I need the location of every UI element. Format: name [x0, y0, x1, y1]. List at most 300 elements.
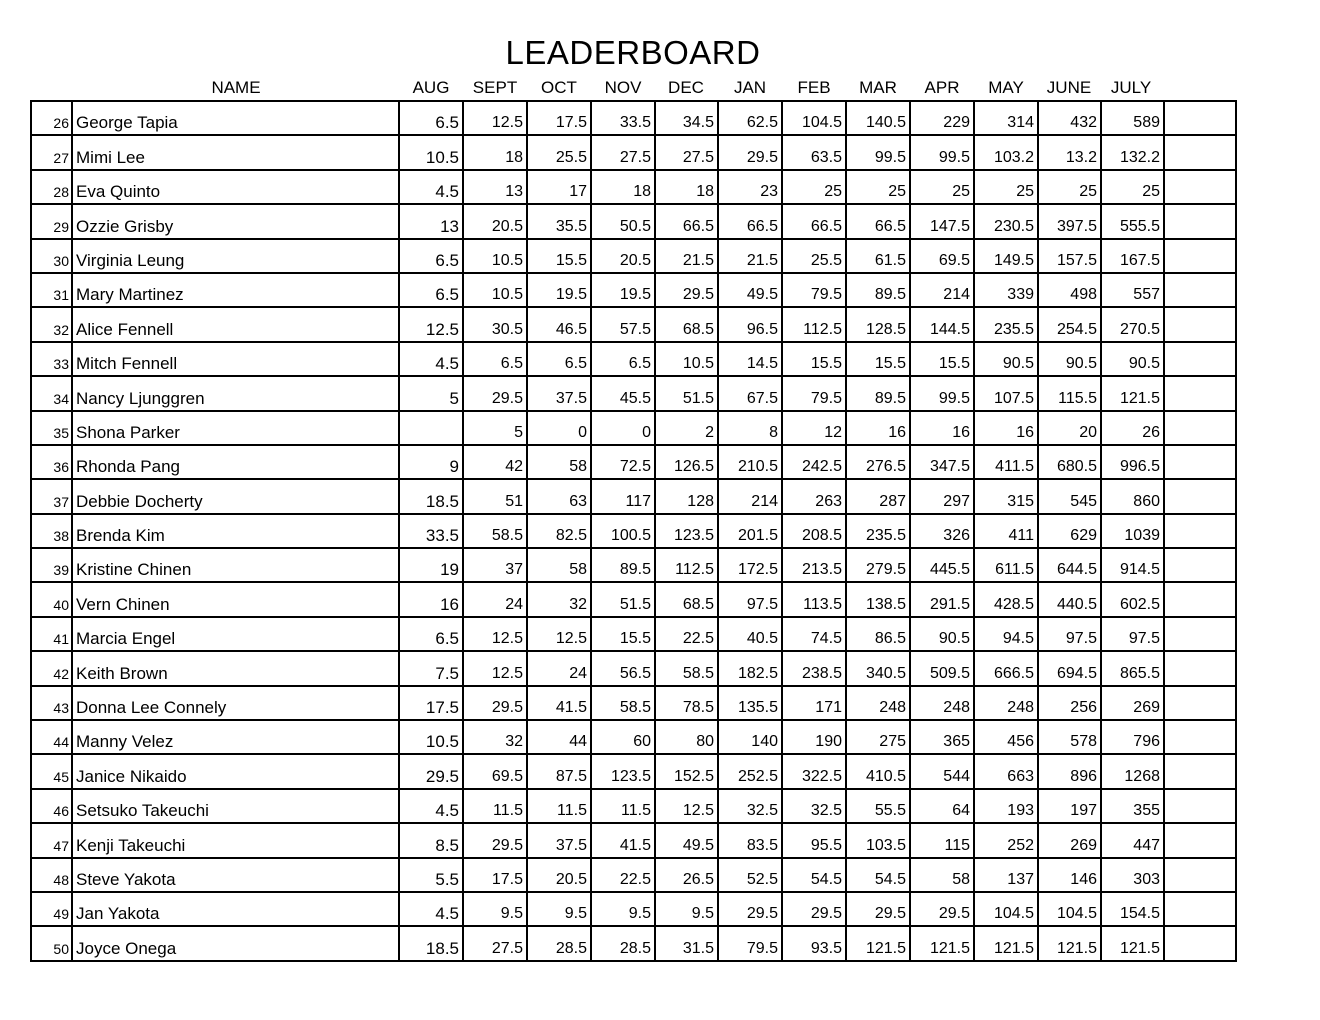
- player-name: Donna Lee Connely: [72, 686, 399, 720]
- score-mar: 86.5: [846, 617, 910, 651]
- score-mar: 29.5: [846, 892, 910, 926]
- score-sept: 6.5: [463, 342, 527, 376]
- score-oct: 58: [527, 548, 591, 582]
- score-jan: 23: [718, 170, 782, 204]
- score-may: 339: [974, 273, 1038, 307]
- score-sept: 13: [463, 170, 527, 204]
- score-dec: 9.5: [655, 892, 718, 926]
- column-header-nov: NOV: [604, 78, 642, 97]
- score-nov: 89.5: [591, 548, 655, 582]
- empty-cell: [1164, 892, 1236, 926]
- score-dec: 21.5: [655, 239, 718, 273]
- row-number: 45: [31, 754, 72, 788]
- column-header-july: JULY: [1110, 78, 1152, 97]
- score-mar: 99.5: [846, 135, 910, 169]
- score-nov: 0: [591, 411, 655, 445]
- score-may: 103.2: [974, 135, 1038, 169]
- score-aug: 17.5: [399, 686, 463, 720]
- column-header-apr: APR: [924, 78, 960, 97]
- score-may: 611.5: [974, 548, 1038, 582]
- empty-cell: [1164, 720, 1236, 754]
- score-jan: 67.5: [718, 376, 782, 410]
- score-july: 154.5: [1101, 892, 1164, 926]
- table-row: [31, 411, 1236, 445]
- table-row: [31, 720, 1236, 754]
- player-name: Joyce Onega: [72, 926, 399, 960]
- score-may: 456: [974, 720, 1038, 754]
- score-oct: 20.5: [527, 858, 591, 892]
- player-name: Jan Yakota: [72, 892, 399, 926]
- score-jan: 96.5: [718, 307, 782, 341]
- score-sept: 29.5: [463, 823, 527, 857]
- row-number: 39: [31, 548, 72, 582]
- score-apr: 15.5: [910, 342, 974, 376]
- row-number: 48: [31, 858, 72, 892]
- score-aug: 4.5: [399, 789, 463, 823]
- score-mar: 89.5: [846, 273, 910, 307]
- score-nov: 56.5: [591, 651, 655, 685]
- row-number: 42: [31, 651, 72, 685]
- score-june: 680.5: [1038, 445, 1101, 479]
- empty-cell: [1164, 617, 1236, 651]
- score-may: 666.5: [974, 651, 1038, 685]
- empty-cell: [1164, 823, 1236, 857]
- score-dec: 58.5: [655, 651, 718, 685]
- score-aug: 6.5: [399, 617, 463, 651]
- score-oct: 37.5: [527, 823, 591, 857]
- score-mar: 275: [846, 720, 910, 754]
- score-feb: 95.5: [782, 823, 846, 857]
- player-name: Brenda Kim: [72, 514, 399, 548]
- score-jan: 210.5: [718, 445, 782, 479]
- score-dec: 26.5: [655, 858, 718, 892]
- score-dec: 68.5: [655, 582, 718, 616]
- score-dec: 27.5: [655, 135, 718, 169]
- score-jan: 21.5: [718, 239, 782, 273]
- empty-cell: [1164, 858, 1236, 892]
- column-header-aug: AUG: [412, 78, 450, 97]
- score-may: 663: [974, 754, 1038, 788]
- score-aug: 8.5: [399, 823, 463, 857]
- score-feb: 63.5: [782, 135, 846, 169]
- score-july: 26: [1101, 411, 1164, 445]
- score-july: 860: [1101, 479, 1164, 513]
- score-jan: 8: [718, 411, 782, 445]
- score-oct: 37.5: [527, 376, 591, 410]
- score-nov: 6.5: [591, 342, 655, 376]
- score-jan: 97.5: [718, 582, 782, 616]
- score-feb: 104.5: [782, 101, 846, 135]
- empty-cell: [1164, 789, 1236, 823]
- score-july: 865.5: [1101, 651, 1164, 685]
- score-oct: 12.5: [527, 617, 591, 651]
- table-row: [31, 204, 1236, 238]
- column-header-oct: OCT: [541, 78, 577, 97]
- score-sept: 9.5: [463, 892, 527, 926]
- score-dec: 51.5: [655, 376, 718, 410]
- score-july: 269: [1101, 686, 1164, 720]
- score-mar: 15.5: [846, 342, 910, 376]
- player-name: Janice Nikaido: [72, 754, 399, 788]
- row-number: 27: [31, 135, 72, 169]
- score-sept: 29.5: [463, 376, 527, 410]
- score-aug: 6.5: [399, 101, 463, 135]
- score-apr: 214: [910, 273, 974, 307]
- score-june: 578: [1038, 720, 1101, 754]
- score-nov: 60: [591, 720, 655, 754]
- score-apr: 291.5: [910, 582, 974, 616]
- score-oct: 28.5: [527, 926, 591, 960]
- table-row: [31, 101, 1236, 135]
- score-july: 996.5: [1101, 445, 1164, 479]
- score-oct: 11.5: [527, 789, 591, 823]
- score-dec: 31.5: [655, 926, 718, 960]
- score-june: 269: [1038, 823, 1101, 857]
- score-may: 230.5: [974, 204, 1038, 238]
- score-apr: 115: [910, 823, 974, 857]
- score-jan: 14.5: [718, 342, 782, 376]
- score-mar: 140.5: [846, 101, 910, 135]
- score-aug: 33.5: [399, 514, 463, 548]
- score-nov: 100.5: [591, 514, 655, 548]
- score-july: 90.5: [1101, 342, 1164, 376]
- table-row: [31, 135, 1236, 169]
- score-feb: 25.5: [782, 239, 846, 273]
- score-aug: 6.5: [399, 273, 463, 307]
- score-aug: 4.5: [399, 342, 463, 376]
- table-row: [31, 273, 1236, 307]
- row-number: 32: [31, 307, 72, 341]
- row-number: 44: [31, 720, 72, 754]
- score-june: 397.5: [1038, 204, 1101, 238]
- score-jan: 40.5: [718, 617, 782, 651]
- row-number: 49: [31, 892, 72, 926]
- score-feb: 15.5: [782, 342, 846, 376]
- score-july: 557: [1101, 273, 1164, 307]
- score-oct: 24: [527, 651, 591, 685]
- score-dec: 128: [655, 479, 718, 513]
- score-may: 90.5: [974, 342, 1038, 376]
- score-may: 149.5: [974, 239, 1038, 273]
- score-mar: 25: [846, 170, 910, 204]
- score-aug: 5: [399, 376, 463, 410]
- score-apr: 121.5: [910, 926, 974, 960]
- score-nov: 28.5: [591, 926, 655, 960]
- row-number: 38: [31, 514, 72, 548]
- score-oct: 35.5: [527, 204, 591, 238]
- score-apr: 64: [910, 789, 974, 823]
- score-nov: 22.5: [591, 858, 655, 892]
- score-nov: 45.5: [591, 376, 655, 410]
- empty-cell: [1164, 514, 1236, 548]
- score-nov: 72.5: [591, 445, 655, 479]
- score-may: 94.5: [974, 617, 1038, 651]
- score-sept: 51: [463, 479, 527, 513]
- score-aug: 13: [399, 204, 463, 238]
- player-name: Alice Fennell: [72, 307, 399, 341]
- score-feb: 190: [782, 720, 846, 754]
- row-number: 43: [31, 686, 72, 720]
- row-number: 47: [31, 823, 72, 857]
- column-header-feb: FEB: [797, 78, 831, 97]
- score-aug: 18.5: [399, 479, 463, 513]
- score-apr: 326: [910, 514, 974, 548]
- score-july: 132.2: [1101, 135, 1164, 169]
- score-dec: 22.5: [655, 617, 718, 651]
- score-apr: 29.5: [910, 892, 974, 926]
- player-name: Nancy Ljunggren: [72, 376, 399, 410]
- score-dec: 68.5: [655, 307, 718, 341]
- score-nov: 11.5: [591, 789, 655, 823]
- score-sept: 12.5: [463, 617, 527, 651]
- score-mar: 16: [846, 411, 910, 445]
- score-oct: 32: [527, 582, 591, 616]
- table-row: [31, 514, 1236, 548]
- score-july: 303: [1101, 858, 1164, 892]
- score-nov: 123.5: [591, 754, 655, 788]
- score-july: 914.5: [1101, 548, 1164, 582]
- table-row: [31, 754, 1236, 788]
- score-aug: 16: [399, 582, 463, 616]
- table-row: [31, 548, 1236, 582]
- row-number: 34: [31, 376, 72, 410]
- score-july: 796: [1101, 720, 1164, 754]
- row-number: 31: [31, 273, 72, 307]
- column-header-dec: DEC: [668, 78, 704, 97]
- score-may: 314: [974, 101, 1038, 135]
- row-number: 46: [31, 789, 72, 823]
- score-may: 235.5: [974, 307, 1038, 341]
- score-aug: 10.5: [399, 135, 463, 169]
- score-aug: 5.5: [399, 858, 463, 892]
- score-june: 498: [1038, 273, 1101, 307]
- table-row: [31, 926, 1236, 960]
- score-july: 97.5: [1101, 617, 1164, 651]
- player-name: Debbie Docherty: [72, 479, 399, 513]
- score-apr: 297: [910, 479, 974, 513]
- table-row: [31, 307, 1236, 341]
- score-oct: 46.5: [527, 307, 591, 341]
- score-june: 146: [1038, 858, 1101, 892]
- score-nov: 20.5: [591, 239, 655, 273]
- score-feb: 238.5: [782, 651, 846, 685]
- score-aug: 19: [399, 548, 463, 582]
- score-nov: 15.5: [591, 617, 655, 651]
- score-mar: 54.5: [846, 858, 910, 892]
- score-feb: 113.5: [782, 582, 846, 616]
- score-mar: 248: [846, 686, 910, 720]
- score-feb: 79.5: [782, 376, 846, 410]
- player-name: George Tapia: [72, 101, 399, 135]
- empty-cell: [1164, 170, 1236, 204]
- score-feb: 54.5: [782, 858, 846, 892]
- table-row: [31, 445, 1236, 479]
- score-sept: 12.5: [463, 651, 527, 685]
- score-sept: 11.5: [463, 789, 527, 823]
- score-mar: 121.5: [846, 926, 910, 960]
- score-aug: 10.5: [399, 720, 463, 754]
- score-sept: 5: [463, 411, 527, 445]
- score-oct: 15.5: [527, 239, 591, 273]
- score-feb: 74.5: [782, 617, 846, 651]
- score-mar: 89.5: [846, 376, 910, 410]
- score-aug: 12.5: [399, 307, 463, 341]
- score-mar: 55.5: [846, 789, 910, 823]
- score-dec: 18: [655, 170, 718, 204]
- score-nov: 9.5: [591, 892, 655, 926]
- score-july: 121.5: [1101, 926, 1164, 960]
- score-july: 602.5: [1101, 582, 1164, 616]
- score-may: 104.5: [974, 892, 1038, 926]
- score-may: 25: [974, 170, 1038, 204]
- score-july: 1268: [1101, 754, 1164, 788]
- table-row: [31, 651, 1236, 685]
- score-sept: 69.5: [463, 754, 527, 788]
- table-row: [31, 376, 1236, 410]
- score-jan: 66.5: [718, 204, 782, 238]
- score-june: 104.5: [1038, 892, 1101, 926]
- score-mar: 235.5: [846, 514, 910, 548]
- score-oct: 25.5: [527, 135, 591, 169]
- score-oct: 17.5: [527, 101, 591, 135]
- score-mar: 276.5: [846, 445, 910, 479]
- empty-cell: [1164, 342, 1236, 376]
- score-dec: 2: [655, 411, 718, 445]
- score-dec: 34.5: [655, 101, 718, 135]
- table-row: [31, 789, 1236, 823]
- player-name: Mitch Fennell: [72, 342, 399, 376]
- score-sept: 29.5: [463, 686, 527, 720]
- score-jan: 29.5: [718, 892, 782, 926]
- score-jan: 214: [718, 479, 782, 513]
- player-name: Keith Brown: [72, 651, 399, 685]
- score-june: 629: [1038, 514, 1101, 548]
- score-feb: 29.5: [782, 892, 846, 926]
- score-june: 694.5: [1038, 651, 1101, 685]
- empty-cell: [1164, 411, 1236, 445]
- score-nov: 19.5: [591, 273, 655, 307]
- score-june: 432: [1038, 101, 1101, 135]
- score-may: 428.5: [974, 582, 1038, 616]
- score-dec: 10.5: [655, 342, 718, 376]
- player-name: Kenji Takeuchi: [72, 823, 399, 857]
- score-feb: 171: [782, 686, 846, 720]
- table-row: [31, 479, 1236, 513]
- score-june: 254.5: [1038, 307, 1101, 341]
- score-jan: 172.5: [718, 548, 782, 582]
- score-june: 256: [1038, 686, 1101, 720]
- score-apr: 144.5: [910, 307, 974, 341]
- score-apr: 248: [910, 686, 974, 720]
- row-number: 29: [31, 204, 72, 238]
- row-number: 35: [31, 411, 72, 445]
- score-apr: 90.5: [910, 617, 974, 651]
- score-feb: 25: [782, 170, 846, 204]
- score-nov: 27.5: [591, 135, 655, 169]
- score-may: 411: [974, 514, 1038, 548]
- empty-cell: [1164, 307, 1236, 341]
- score-may: 107.5: [974, 376, 1038, 410]
- score-june: 440.5: [1038, 582, 1101, 616]
- player-name: Kristine Chinen: [72, 548, 399, 582]
- column-header-june: JUNE: [1046, 78, 1092, 97]
- score-jan: 252.5: [718, 754, 782, 788]
- empty-cell: [1164, 548, 1236, 582]
- score-dec: 49.5: [655, 823, 718, 857]
- player-name: Steve Yakota: [72, 858, 399, 892]
- score-july: 589: [1101, 101, 1164, 135]
- score-apr: 58: [910, 858, 974, 892]
- score-june: 20: [1038, 411, 1101, 445]
- column-header-sept: SEPT: [472, 78, 518, 97]
- score-aug: 29.5: [399, 754, 463, 788]
- score-nov: 41.5: [591, 823, 655, 857]
- score-june: 13.2: [1038, 135, 1101, 169]
- score-apr: 16: [910, 411, 974, 445]
- score-dec: 152.5: [655, 754, 718, 788]
- score-jan: 29.5: [718, 135, 782, 169]
- score-june: 157.5: [1038, 239, 1101, 273]
- score-apr: 445.5: [910, 548, 974, 582]
- score-nov: 33.5: [591, 101, 655, 135]
- score-jan: 52.5: [718, 858, 782, 892]
- score-june: 121.5: [1038, 926, 1101, 960]
- score-aug: 4.5: [399, 170, 463, 204]
- score-oct: 63: [527, 479, 591, 513]
- score-sept: 24: [463, 582, 527, 616]
- score-dec: 126.5: [655, 445, 718, 479]
- score-oct: 41.5: [527, 686, 591, 720]
- score-mar: 128.5: [846, 307, 910, 341]
- score-oct: 9.5: [527, 892, 591, 926]
- score-aug: 18.5: [399, 926, 463, 960]
- score-july: 121.5: [1101, 376, 1164, 410]
- empty-cell: [1164, 651, 1236, 685]
- score-feb: 213.5: [782, 548, 846, 582]
- score-june: 644.5: [1038, 548, 1101, 582]
- score-may: 411.5: [974, 445, 1038, 479]
- score-nov: 58.5: [591, 686, 655, 720]
- score-july: 555.5: [1101, 204, 1164, 238]
- empty-cell: [1164, 686, 1236, 720]
- score-aug: 4.5: [399, 892, 463, 926]
- table-row: [31, 170, 1236, 204]
- score-oct: 0: [527, 411, 591, 445]
- score-feb: 32.5: [782, 789, 846, 823]
- score-july: 270.5: [1101, 307, 1164, 341]
- empty-cell: [1164, 926, 1236, 960]
- empty-cell: [1164, 445, 1236, 479]
- column-header-row: [0, 78, 1320, 100]
- score-apr: 25: [910, 170, 974, 204]
- score-apr: 365: [910, 720, 974, 754]
- score-oct: 44: [527, 720, 591, 754]
- empty-cell: [1164, 273, 1236, 307]
- table-row: [31, 342, 1236, 376]
- score-jan: 83.5: [718, 823, 782, 857]
- score-nov: 51.5: [591, 582, 655, 616]
- score-june: 97.5: [1038, 617, 1101, 651]
- score-dec: 12.5: [655, 789, 718, 823]
- score-mar: 66.5: [846, 204, 910, 238]
- score-jan: 62.5: [718, 101, 782, 135]
- score-apr: 147.5: [910, 204, 974, 238]
- score-nov: 117: [591, 479, 655, 513]
- score-may: 248: [974, 686, 1038, 720]
- table-row: [31, 617, 1236, 651]
- row-number: 33: [31, 342, 72, 376]
- score-jan: 32.5: [718, 789, 782, 823]
